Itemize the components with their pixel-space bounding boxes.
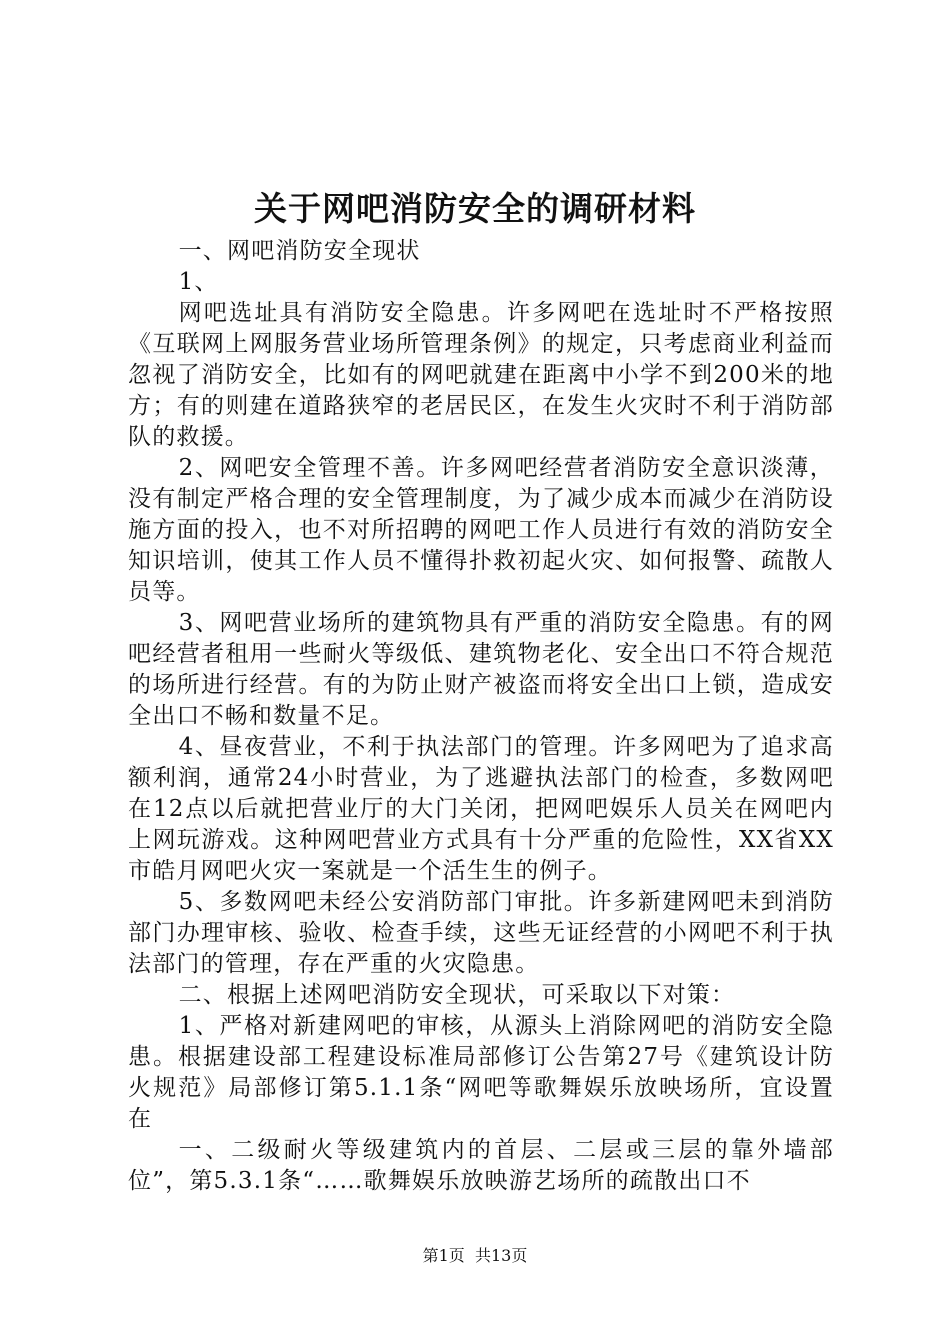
section-heading-2: 二、根据上述网吧消防安全现状，可采取以下对策： <box>178 982 736 1008</box>
page-number: 第1页 <box>422 1246 465 1265</box>
item-number: 1、 <box>178 269 219 295</box>
section-heading-1: 一、网吧消防安全现状 <box>178 238 421 264</box>
paragraph: 网吧选址具有消防安全隐患。许多网吧在选址时不严格按照《互联网上网服务营业场所管理条例》的规定，只考虑商业利益而忽视了消防安全，比如有的网吧就建在距离中小学不到200米的地方；有的则建在道路狭窄的老居民区，在发生火灾时不利于消防部队的救援。 <box>128 300 834 450</box>
page-total: 共13页 <box>474 1246 528 1265</box>
paragraph: 2、网吧安全管理不善。许多网吧经营者消防安全意识淡薄，没有制定严格合理的安全管理制度，为了减少成本而减少在消防设施方面的投入，也不对所招聘的网吧工作人员进行有效的消防安全知识培训，使其工作人员不懂得扑救初起火灾、如何报警、疏散人员等。 <box>128 455 834 605</box>
paragraph: 一、二级耐火等级建筑内的首层、二层或三层的靠外墙部位”，第5.3.1条“……歌舞娱乐放映游艺场所的疏散出口不 <box>128 1137 834 1194</box>
paragraph: 3、网吧营业场所的建筑物具有严重的消防安全隐患。有的网吧经营者租用一些耐火等级低、建筑物老化、安全出口不符合规范的场所进行经营。有的为防止财产被盗而将安全出口上锁，造成安全出口不畅和数量不足。 <box>128 610 834 729</box>
document-body <box>128 236 834 1197</box>
paragraph: 4、昼夜营业，不利于执法部门的管理。许多网吧为了追求高额利润，通常24小时营业，为了逃避执法部门的检查，多数网吧在12点以后就把营业厅的大门关闭，把网吧娱乐人员关在网吧内上网玩游戏。这种网吧营业方式具有十分严重的危险性，XX省XX市皓月网吧火灾一案就是一个活生生的例子。 <box>128 734 834 884</box>
paragraph: 5、多数网吧未经公安消防部门审批。许多新建网吧未到消防部门办理审核、验收、检查手续，这些无证经营的小网吧不利于执法部门的管理，存在严重的火灾隐患。 <box>128 889 834 977</box>
paragraph: 1、严格对新建网吧的审核，从源头上消除网吧的消防安全隐患。根据建设部工程建设标准局部修订公告第27号《建筑设计防火规范》局部修订第5.1.1条“网吧等歌舞娱乐放映场所，宜设置在 <box>128 1013 834 1132</box>
page-footer <box>0 1245 950 1267</box>
document-title: 关于网吧消防安全的调研材料 <box>254 189 696 228</box>
